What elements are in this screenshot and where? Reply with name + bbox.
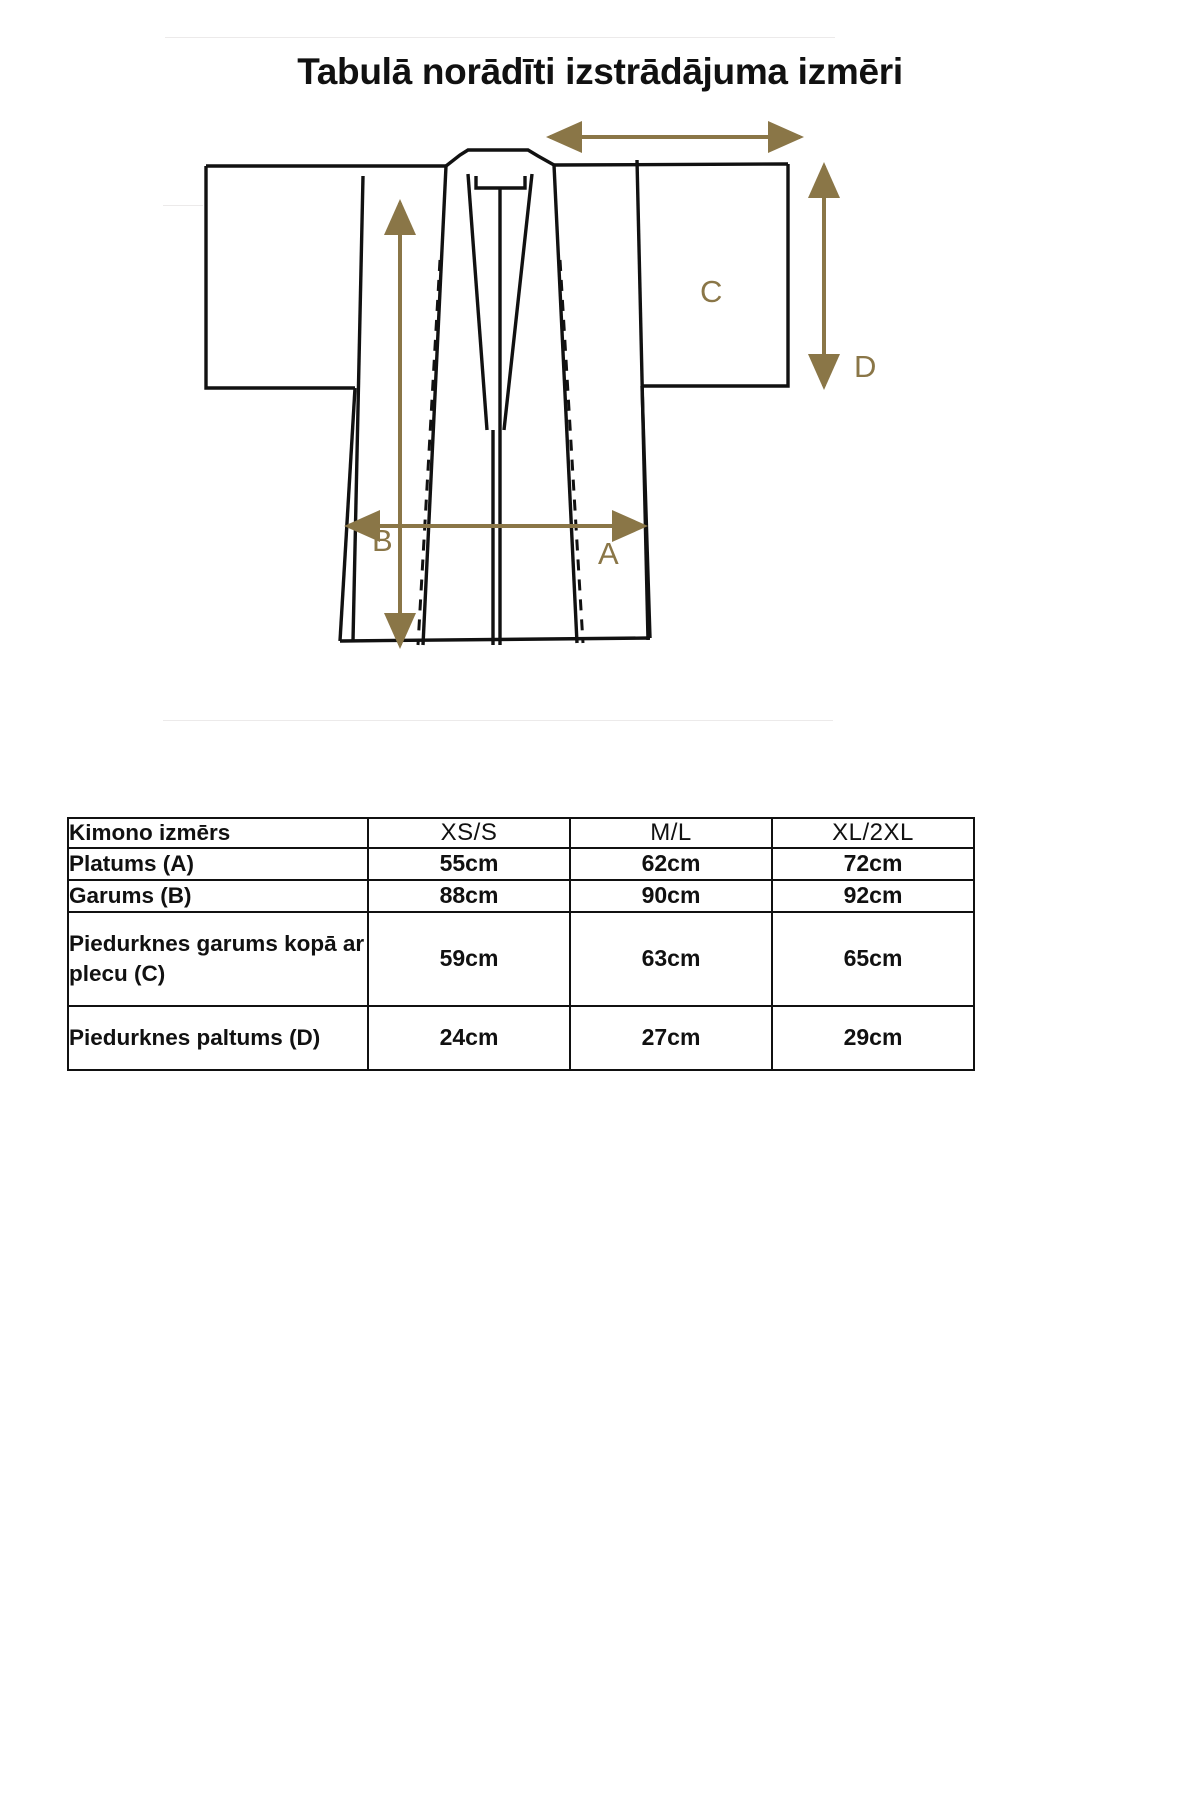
left-lapel-outline xyxy=(423,166,446,645)
table-row xyxy=(68,912,974,1006)
cell-garums-m-l: 90cm xyxy=(570,880,772,912)
cell-piedurknes-paltums-m-l: 27cm xyxy=(570,1006,772,1070)
table-header-row xyxy=(68,818,974,848)
body-hem-line xyxy=(340,638,650,641)
row-label-platums: Platums (A) xyxy=(68,848,368,880)
right-lapel-stitch-dashed xyxy=(560,260,583,643)
table-row xyxy=(68,880,974,912)
table-row xyxy=(68,1006,974,1070)
cell-piedurknes-garums-m-l: 63cm xyxy=(570,912,772,1006)
neck-band-outline xyxy=(446,150,554,166)
dimension-label-c: C xyxy=(700,274,723,309)
size-chart-table xyxy=(67,817,975,1071)
kimono-diagram xyxy=(150,100,910,700)
cell-piedurknes-garums-xs-s: 59cm xyxy=(368,912,570,1006)
left-sleeve-outline xyxy=(206,166,355,388)
right-panel-edge xyxy=(637,160,648,640)
row-label-piedurknes-garums: Piedurknes garums kopā ar plecu (C) xyxy=(68,912,368,1006)
neckline-v-left xyxy=(468,174,487,430)
right-shoulder-line xyxy=(554,164,788,165)
cell-piedurknes-paltums-xl-2xl: 29cm xyxy=(772,1006,974,1070)
page-title: Tabulā norādīti izstrādājuma izmēri xyxy=(297,50,903,92)
dimension-label-b: B xyxy=(372,523,393,558)
neckline-v-right xyxy=(504,174,532,430)
column-header-xl-2xl: XL/2XL xyxy=(772,818,974,848)
right-lapel-outline xyxy=(554,165,577,643)
cell-platums-xl-2xl: 72cm xyxy=(772,848,974,880)
scan-hairline-top xyxy=(165,37,835,38)
cell-piedurknes-garums-xl-2xl: 65cm xyxy=(772,912,974,1006)
column-header-m-l: M/L xyxy=(570,818,772,848)
dimension-label-a: A xyxy=(598,536,619,571)
cell-garums-xl-2xl: 92cm xyxy=(772,880,974,912)
row-label-garums: Garums (B) xyxy=(68,880,368,912)
column-header-measurement: Kimono izmērs xyxy=(68,818,368,848)
dimension-label-d: D xyxy=(854,349,877,384)
left-lapel-stitch-dashed xyxy=(418,260,440,645)
cell-piedurknes-paltums-xs-s: 24cm xyxy=(368,1006,570,1070)
cell-garums-xs-s: 88cm xyxy=(368,880,570,912)
table-row xyxy=(68,848,974,880)
neck-band-inner xyxy=(476,176,525,188)
row-label-piedurknes-paltums: Piedurknes paltums (D) xyxy=(68,1006,368,1070)
kimono-drawing-svg xyxy=(150,100,910,700)
cell-platums-xs-s: 55cm xyxy=(368,848,570,880)
cell-platums-m-l: 62cm xyxy=(570,848,772,880)
column-header-xs-s: XS/S xyxy=(368,818,570,848)
scan-hairline-bottom xyxy=(163,720,833,721)
